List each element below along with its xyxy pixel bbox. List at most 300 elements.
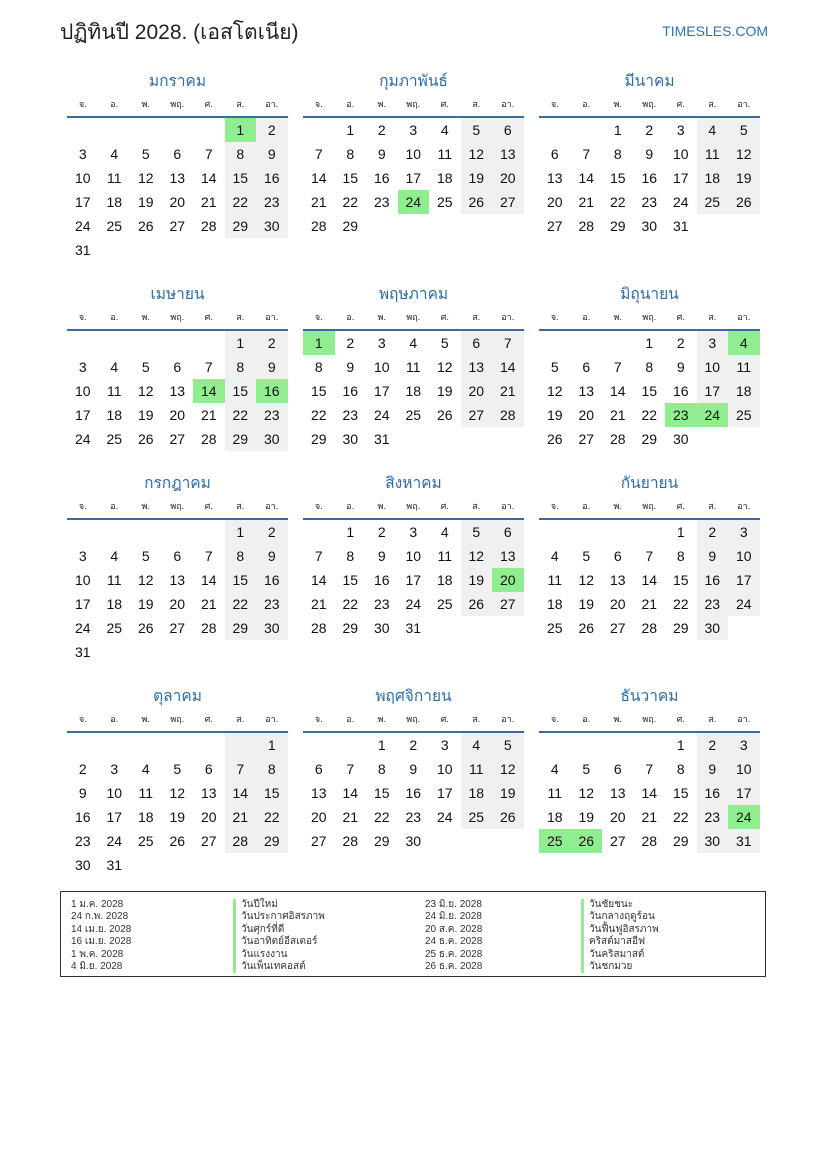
day-cell: 5: [461, 520, 493, 544]
weekday-label: พฤ.: [170, 99, 185, 109]
day-cell: 20: [169, 407, 186, 423]
holiday-name: วันคริสมาสต์: [581, 949, 659, 961]
day-cell: 9: [78, 785, 87, 801]
day-cell: 8: [346, 548, 355, 564]
day-cell: 2: [409, 737, 418, 753]
day-cell: 30: [256, 427, 288, 451]
day-cell: 10: [728, 757, 760, 781]
day-cell: 11: [405, 359, 421, 375]
weekday-label: พ.: [613, 501, 622, 511]
weekday-header: [303, 496, 524, 520]
holiday-day-cell: 1: [225, 118, 257, 142]
day-cell: 31: [728, 829, 760, 853]
day-cell: 13: [492, 544, 524, 568]
day-cell: 15: [225, 379, 257, 403]
month-name: กุมภาพันธ์: [379, 73, 448, 90]
day-cell: 11: [106, 170, 122, 186]
day-cell: 2: [377, 122, 386, 138]
day-cell: 24: [74, 620, 91, 636]
holiday-names-left: [233, 899, 325, 973]
day-cell: 6: [461, 331, 493, 355]
weekday-label: อา.: [501, 714, 515, 724]
weekday-label: จ.: [550, 99, 559, 109]
weekday-header: [303, 94, 524, 118]
day-cell: 21: [200, 194, 217, 210]
month-name: มกราคม: [148, 73, 207, 90]
day-cell: 8: [225, 142, 257, 166]
day-cell: 19: [137, 407, 154, 423]
day-cell: 11: [547, 785, 563, 801]
day-cell: 30: [74, 857, 91, 873]
day-cell: 4: [440, 122, 449, 138]
day-cell: 22: [609, 194, 626, 210]
day-cell: 28: [609, 431, 626, 447]
weekday-label: ศ.: [676, 714, 685, 724]
day-cell: 4: [550, 548, 559, 564]
day-cell: 28: [641, 833, 658, 849]
day-cell: 6: [173, 146, 182, 162]
day-cell: 17: [405, 572, 422, 588]
day-cell: 14: [310, 170, 327, 186]
holiday-name: วันฟื้นฟูอิสรภาพ: [581, 924, 659, 936]
day-cell: 3: [440, 737, 449, 753]
weekday-label: พ.: [377, 501, 386, 511]
day-cell: 22: [641, 407, 658, 423]
month-name: ธันวาคม: [620, 688, 679, 705]
holiday-day-cell: 24: [728, 805, 760, 829]
day-cell: 13: [609, 572, 626, 588]
day-cell: 30: [342, 431, 359, 447]
day-cell: 8: [613, 146, 622, 162]
day-cell: 29: [672, 833, 689, 849]
month-block: [303, 70, 524, 238]
day-cell: 21: [492, 379, 524, 403]
weekday-label: ส.: [708, 714, 717, 724]
weekday-label: ศ.: [440, 312, 449, 322]
empty-cell: [130, 520, 162, 544]
day-cell: 19: [137, 596, 154, 612]
weekday-label: ศ.: [676, 99, 685, 109]
day-cell: 27: [200, 833, 217, 849]
weekday-label: พ.: [377, 99, 386, 109]
weekday-label: ส.: [236, 501, 245, 511]
holiday-name: วันอาทิตย์อีสเตอร์: [233, 936, 325, 948]
day-cell: 4: [141, 761, 150, 777]
holiday-dates-left: [71, 899, 131, 973]
day-cell: 3: [697, 331, 729, 355]
weekday-label: อา.: [265, 714, 279, 724]
day-cell: 16: [256, 568, 288, 592]
day-cell: 7: [492, 331, 524, 355]
weekday-label: ส.: [236, 312, 245, 322]
month-name: สิงหาคม: [385, 475, 442, 492]
day-cell: 9: [645, 146, 654, 162]
weekday-label: อา.: [737, 501, 751, 511]
weekday-label: จ.: [550, 714, 559, 724]
day-cell: 20: [578, 407, 595, 423]
weekday-label: อ.: [346, 312, 355, 322]
day-cell: 20: [546, 194, 563, 210]
weekday-header: [303, 709, 524, 733]
day-cell: 7: [645, 761, 654, 777]
weekday-label: พ.: [613, 312, 622, 322]
day-cell: 18: [436, 170, 453, 186]
empty-cell: [67, 118, 99, 142]
day-cell: 23: [373, 194, 390, 210]
day-cell: 6: [492, 118, 524, 142]
day-cell: 24: [672, 194, 689, 210]
day-cell: 11: [106, 383, 122, 399]
weekday-label: จ.: [550, 312, 559, 322]
day-cell: 24: [106, 833, 123, 849]
empty-cell: [162, 118, 194, 142]
day-cell: 22: [256, 805, 288, 829]
day-cell: 28: [200, 431, 217, 447]
day-cell: 11: [697, 142, 729, 166]
day-cell: 15: [373, 785, 390, 801]
day-cell: 31: [373, 431, 390, 447]
day-cell: 24: [436, 809, 453, 825]
holiday-name: วันประกาศอิสรภาพ: [233, 911, 325, 923]
day-cell: 31: [74, 644, 91, 660]
holiday-name: คริสต์มาสอีฟ: [581, 936, 659, 948]
empty-cell: [162, 331, 194, 355]
day-cell: 13: [461, 355, 493, 379]
day-cell: 10: [697, 355, 729, 379]
holiday-date: 16 เม.ย. 2028: [71, 936, 132, 948]
day-cell: 21: [641, 809, 658, 825]
weekday-label: พฤ.: [406, 501, 421, 511]
day-cell: 30: [256, 616, 288, 640]
holiday-date: 1 ม.ค. 2028: [71, 899, 124, 910]
day-cell: 3: [728, 520, 760, 544]
weekday-label: ส.: [236, 99, 245, 109]
weekday-label: พ.: [141, 99, 150, 109]
day-cell: 8: [314, 359, 323, 375]
month-name: กรกฎาคม: [144, 475, 211, 492]
day-cell: 23: [697, 592, 729, 616]
day-cell: 22: [342, 596, 359, 612]
day-cell: 5: [582, 761, 591, 777]
weekday-label: ศ.: [440, 714, 449, 724]
day-cell: 19: [578, 596, 595, 612]
weekday-label: อา.: [501, 312, 515, 322]
weekday-label: อา.: [737, 714, 751, 724]
day-cell: 29: [641, 431, 658, 447]
month-block: [539, 685, 760, 853]
day-cell: 17: [74, 194, 91, 210]
site-link[interactable]: TIMESLES.COM: [662, 23, 768, 39]
day-cell: 16: [697, 781, 729, 805]
day-cell: 5: [550, 359, 559, 375]
empty-cell: [130, 733, 162, 757]
day-cell: 19: [436, 383, 453, 399]
weekday-label: พ.: [141, 714, 150, 724]
weekday-label: พ.: [377, 714, 386, 724]
day-cell: 28: [492, 403, 524, 427]
day-cell: 26: [461, 592, 493, 616]
weekday-label: พฤ.: [406, 99, 421, 109]
day-cell: 2: [256, 520, 288, 544]
weekday-label: อ.: [582, 714, 591, 724]
day-cell: 31: [405, 620, 422, 636]
day-cell: 3: [110, 761, 119, 777]
holiday-date: 14 เม.ย. 2028: [71, 923, 132, 935]
day-cell: 28: [342, 833, 359, 849]
empty-cell: [303, 733, 335, 757]
day-cell: 13: [609, 785, 626, 801]
day-cell: 28: [200, 620, 217, 636]
day-cell: 7: [314, 146, 323, 162]
holiday-day-cell: 1: [303, 331, 335, 355]
day-cell: 6: [173, 548, 182, 564]
day-cell: 15: [256, 781, 288, 805]
day-cell: 7: [645, 548, 654, 564]
day-cell: 31: [672, 218, 689, 234]
day-cell: 27: [310, 833, 327, 849]
weekday-label: จ.: [550, 501, 559, 511]
day-cell: 14: [200, 170, 217, 186]
weekday-label: จ.: [78, 312, 87, 322]
day-grid: [67, 733, 288, 877]
day-cell: 1: [676, 737, 685, 753]
day-cell: 21: [225, 805, 257, 829]
day-cell: 22: [373, 809, 390, 825]
day-cell: 25: [436, 596, 453, 612]
day-cell: 15: [641, 383, 658, 399]
day-cell: 4: [110, 359, 119, 375]
day-cell: 20: [200, 809, 217, 825]
day-cell: 19: [492, 781, 524, 805]
day-cell: 29: [342, 620, 359, 636]
day-cell: 28: [200, 218, 217, 234]
weekday-label: ศ.: [440, 99, 449, 109]
day-cell: 8: [676, 548, 685, 564]
day-cell: 5: [173, 761, 182, 777]
day-cell: 17: [672, 170, 689, 186]
day-cell: 19: [461, 166, 493, 190]
day-cell: 20: [169, 194, 186, 210]
day-cell: 18: [546, 596, 563, 612]
holiday-name: วันปีใหม่: [233, 899, 325, 911]
day-cell: 26: [169, 833, 186, 849]
weekday-label: พ.: [377, 312, 386, 322]
day-cell: 16: [256, 166, 288, 190]
day-cell: 21: [342, 809, 359, 825]
weekday-label: ส.: [472, 501, 481, 511]
holiday-day-cell: 20: [492, 568, 524, 592]
day-cell: 1: [676, 524, 685, 540]
day-cell: 2: [256, 331, 288, 355]
weekday-label: อ.: [582, 312, 591, 322]
day-cell: 8: [256, 757, 288, 781]
day-cell: 8: [377, 761, 386, 777]
day-cell: 13: [169, 170, 186, 186]
day-cell: 14: [641, 785, 658, 801]
day-cell: 23: [256, 190, 288, 214]
empty-cell: [571, 118, 603, 142]
day-cell: 6: [173, 359, 182, 375]
day-cell: 24: [728, 592, 760, 616]
day-cell: 13: [578, 383, 595, 399]
empty-cell: [571, 331, 603, 355]
day-cell: 17: [106, 809, 123, 825]
day-grid: [539, 733, 760, 853]
weekday-label: พฤ.: [642, 501, 657, 511]
day-cell: 23: [405, 809, 422, 825]
day-cell: 4: [409, 335, 418, 351]
day-cell: 18: [137, 809, 154, 825]
month-name: ตุลาคม: [153, 688, 202, 705]
day-cell: 1: [346, 122, 355, 138]
day-cell: 9: [377, 146, 386, 162]
day-cell: 5: [728, 118, 760, 142]
day-cell: 19: [169, 809, 186, 825]
day-cell: 14: [578, 170, 595, 186]
day-cell: 10: [672, 146, 689, 162]
weekday-label: จ.: [78, 714, 87, 724]
day-grid: [303, 733, 524, 853]
day-cell: 18: [728, 379, 760, 403]
day-cell: 13: [200, 785, 217, 801]
day-cell: 11: [138, 785, 154, 801]
empty-cell: [634, 733, 666, 757]
day-cell: 25: [106, 620, 123, 636]
day-cell: 9: [697, 757, 729, 781]
weekday-header: [67, 496, 288, 520]
day-cell: 9: [256, 142, 288, 166]
weekday-label: อา.: [501, 99, 515, 109]
day-cell: 29: [225, 214, 257, 238]
day-cell: 29: [225, 427, 257, 451]
weekday-label: ศ.: [204, 501, 213, 511]
weekday-label: ส.: [708, 501, 717, 511]
day-cell: 26: [578, 620, 595, 636]
month-name: พฤษภาคม: [378, 286, 449, 303]
day-cell: 5: [461, 118, 493, 142]
day-cell: 4: [110, 146, 119, 162]
month-block: [539, 70, 760, 238]
day-cell: 6: [492, 520, 524, 544]
empty-cell: [539, 118, 571, 142]
day-cell: 7: [346, 761, 355, 777]
day-cell: 6: [204, 761, 213, 777]
day-cell: 9: [346, 359, 355, 375]
day-cell: 4: [550, 761, 559, 777]
weekday-label: พ.: [613, 714, 622, 724]
day-cell: 26: [137, 620, 154, 636]
day-cell: 3: [728, 733, 760, 757]
day-cell: 15: [310, 383, 327, 399]
day-cell: 17: [74, 407, 91, 423]
day-cell: 29: [672, 620, 689, 636]
day-cell: 21: [609, 407, 626, 423]
day-cell: 5: [141, 146, 150, 162]
day-cell: 6: [613, 761, 622, 777]
holiday-dates-right: [425, 899, 482, 973]
month-block: [303, 472, 524, 640]
empty-cell: [602, 331, 634, 355]
day-cell: 28: [310, 620, 327, 636]
month-name: พฤศจิกายน: [375, 688, 452, 705]
holiday-date: 26 ธ.ค. 2028: [425, 960, 483, 972]
day-cell: 23: [373, 596, 390, 612]
day-cell: 3: [676, 122, 685, 138]
day-cell: 6: [314, 761, 323, 777]
day-cell: 1: [377, 737, 386, 753]
day-cell: 19: [137, 194, 154, 210]
day-grid: [539, 520, 760, 640]
weekday-label: อา.: [737, 312, 751, 322]
holiday-date: 1 พ.ค. 2028: [71, 948, 124, 960]
holiday-name: วันชกมวย: [581, 961, 659, 973]
day-cell: 5: [141, 548, 150, 564]
day-cell: 5: [440, 335, 449, 351]
day-cell: 15: [225, 166, 257, 190]
day-cell: 25: [697, 190, 729, 214]
day-cell: 29: [342, 218, 359, 234]
day-cell: 23: [342, 407, 359, 423]
day-grid: [303, 118, 524, 238]
holiday-day-cell: 23: [665, 403, 697, 427]
weekday-label: ศ.: [204, 312, 213, 322]
weekday-label: จ.: [314, 714, 323, 724]
empty-cell: [539, 733, 571, 757]
day-cell: 2: [78, 761, 87, 777]
day-cell: 11: [547, 572, 563, 588]
weekday-label: พฤ.: [642, 714, 657, 724]
day-cell: 3: [78, 359, 87, 375]
day-cell: 19: [728, 166, 760, 190]
day-cell: 1: [613, 122, 622, 138]
day-cell: 16: [342, 383, 359, 399]
day-cell: 15: [672, 785, 689, 801]
day-cell: 5: [492, 733, 524, 757]
day-cell: 18: [461, 781, 493, 805]
empty-cell: [193, 520, 225, 544]
holiday-list: [60, 891, 766, 977]
day-cell: 26: [728, 190, 760, 214]
day-grid: [539, 331, 760, 451]
day-cell: 30: [373, 620, 390, 636]
day-cell: 15: [225, 568, 257, 592]
day-cell: 29: [373, 833, 390, 849]
weekday-label: อ.: [346, 501, 355, 511]
day-cell: 26: [137, 218, 154, 234]
day-cell: 22: [342, 194, 359, 210]
day-cell: 18: [106, 407, 123, 423]
day-cell: 13: [169, 572, 186, 588]
weekday-header: [67, 709, 288, 733]
holiday-date: 4 มิ.ย. 2028: [71, 960, 123, 972]
day-cell: 25: [106, 431, 123, 447]
day-cell: 14: [342, 785, 359, 801]
day-grid: [539, 118, 760, 238]
day-cell: 17: [728, 568, 760, 592]
day-cell: 2: [346, 335, 355, 351]
weekday-label: อา.: [265, 99, 279, 109]
weekday-label: อา.: [737, 99, 751, 109]
day-cell: 20: [609, 596, 626, 612]
day-cell: 22: [310, 407, 327, 423]
empty-cell: [602, 733, 634, 757]
day-cell: 12: [546, 383, 563, 399]
day-cell: 30: [256, 214, 288, 238]
weekday-label: อา.: [265, 312, 279, 322]
day-cell: 17: [697, 379, 729, 403]
empty-cell: [193, 733, 225, 757]
day-cell: 6: [613, 548, 622, 564]
